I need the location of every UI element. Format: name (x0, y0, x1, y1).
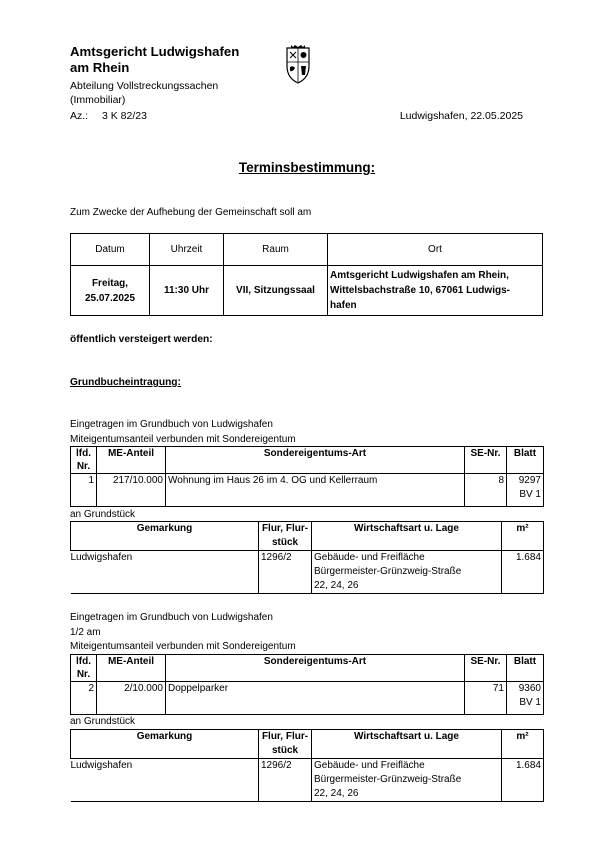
entry2-sondereigentum-table (70, 654, 544, 715)
se-header-art: Sondereigentums-Art (166, 655, 465, 682)
se-header-lfd-line2: Nr. (76, 461, 91, 472)
gs-header-row (71, 522, 544, 551)
gs-cell-wirtschaft-line2: Bürgermeister-Grünzweig-Straße (314, 774, 462, 785)
se-cell-se: 8 (465, 474, 507, 507)
se-header-lfd-line1: lfd. (76, 656, 91, 667)
se-header-blatt: Blatt (507, 447, 544, 474)
se-header-blatt: Blatt (507, 655, 544, 682)
se-cell-blatt-line2: BV 1 (519, 697, 541, 708)
datum-line2: 25.07.2025 (84, 292, 136, 304)
se-header-se: SE-Nr. (465, 447, 507, 474)
se-header-art: Sondereigentums-Art (166, 447, 465, 474)
se-cell-blatt-line1: 9297 (518, 475, 541, 486)
se-cell-se: 71 (465, 682, 507, 715)
entry1-an-grundstueck: an Grundstück (70, 509, 136, 520)
se-cell-art: Doppelparker (166, 682, 465, 715)
gs-header-flur-line2: stück (271, 745, 299, 756)
se-header-row (71, 655, 544, 682)
header-uhrzeit: Uhrzeit (150, 234, 224, 266)
se-cell-me: 2/10.000 (97, 682, 166, 715)
file-reference-value: 3 K 82/23 (102, 110, 147, 122)
table-row (71, 474, 544, 507)
ort-line2: Wittelsbachstraße 10, 67061 Ludwigs- (330, 285, 510, 296)
department-line1: Abteilung Vollstreckungssachen (70, 80, 219, 92)
se-header-me: ME-Anteil (97, 655, 166, 682)
se-cell-blatt (507, 682, 544, 715)
entry2-share: 1/2 am (70, 627, 101, 638)
cell-ort (328, 266, 543, 316)
department-line2: (Immobiliar) (70, 93, 126, 106)
gs-header-m2: m² (502, 730, 544, 759)
se-cell-blatt (507, 474, 544, 507)
gs-header-flur-line2: stück (271, 537, 299, 548)
se-header-lfd-line2: Nr. (76, 669, 91, 680)
gs-header-wirtschaft: Wirtschaftsart u. Lage (312, 522, 502, 551)
se-cell-art: Wohnung im Haus 26 im 4. OG und Kellerraum (166, 474, 465, 507)
court-name (70, 44, 239, 76)
gs-header-flur (259, 730, 312, 759)
appointment-header-row (71, 234, 543, 266)
intro-text: Zum Zwecke der Aufhebung der Gemeinschaft soll am (70, 207, 312, 218)
entry2-an-grundstueck: an Grundstück (70, 716, 136, 727)
court-name-line1: Amtsgericht Ludwigshafen (70, 44, 240, 59)
gs-cell-gemarkung: Ludwigshafen (71, 551, 259, 594)
se-cell-lfd: 1 (71, 474, 97, 507)
court-name-line2: am Rhein (70, 60, 130, 75)
datum-line1: Freitag, (91, 277, 129, 289)
se-header-row (71, 447, 544, 474)
gs-cell-m2: 1.684 (502, 551, 544, 594)
se-header-lfd-line1: lfd. (76, 448, 91, 459)
gs-cell-m2: 1.684 (502, 759, 544, 802)
se-header-lfd (71, 447, 97, 474)
entry2-line1: Eingetragen im Grundbuch von Ludwigshafen (70, 612, 273, 623)
entry1-line1: Eingetragen im Grundbuch von Ludwigshafen (70, 419, 273, 430)
gs-header-m2: m² (502, 522, 544, 551)
gs-header-flur-line1: Flur, Flur- (261, 731, 309, 742)
se-cell-lfd: 2 (71, 682, 97, 715)
gs-header-flur-line1: Flur, Flur- (261, 523, 309, 534)
cell-raum: VII, Sitzungssaal (224, 266, 328, 316)
auction-statement: öffentlich versteigert werden: (70, 334, 213, 345)
gs-cell-flur: 1296/2 (259, 759, 312, 802)
appointment-row (71, 266, 543, 316)
gs-cell-gemarkung: Ludwigshafen (71, 759, 259, 802)
entry2-line2: Miteigentumsanteil verbunden mit Sondereigentum (70, 641, 296, 652)
gs-cell-wirtschaft (312, 759, 502, 802)
cell-uhrzeit: 11:30 Uhr (150, 266, 224, 316)
header-datum: Datum (71, 234, 150, 266)
place-date: Ludwigshafen, 22.05.2025 (399, 110, 523, 122)
gs-cell-wirtschaft-line3: 22, 24, 26 (314, 580, 359, 591)
se-cell-blatt-line1: 9360 (518, 683, 541, 694)
entry1-grundstueck-table (70, 521, 544, 594)
se-cell-blatt-line2: BV 1 (519, 489, 541, 500)
gs-cell-wirtschaft-line3: 22, 24, 26 (314, 788, 359, 799)
appointment-table (70, 233, 543, 316)
gs-cell-flur: 1296/2 (259, 551, 312, 594)
table-row (71, 759, 544, 802)
cell-datum (71, 266, 150, 316)
se-header-se: SE-Nr. (465, 655, 507, 682)
gs-cell-wirtschaft-line2: Bürgermeister-Grünzweig-Straße (314, 566, 462, 577)
file-reference-label: Az.: (70, 110, 89, 122)
file-reference (70, 110, 147, 122)
se-header-lfd (71, 655, 97, 682)
gs-header-row (71, 730, 544, 759)
document-title: Terminsbestimmung: (238, 160, 376, 175)
table-row (71, 551, 544, 594)
department (70, 80, 218, 107)
table-row (71, 682, 544, 715)
se-cell-me: 217/10.000 (97, 474, 166, 507)
gs-cell-wirtschaft-line1: Gebäude- und Freifläche (314, 760, 425, 771)
gs-cell-wirtschaft-line1: Gebäude- und Freifläche (314, 552, 425, 563)
header-ort: Ort (328, 234, 543, 266)
entry1-sondereigentum-table (70, 446, 544, 507)
entry1-line2: Miteigentumsanteil verbunden mit Sondereigentum (70, 434, 296, 445)
gs-cell-wirtschaft (312, 551, 502, 594)
ort-line3: hafen (330, 300, 357, 311)
grundbuch-heading: Grundbucheintragung: (70, 377, 181, 388)
coat-of-arms-icon (281, 44, 315, 84)
gs-header-gemarkung: Gemarkung (71, 522, 259, 551)
gs-header-gemarkung: Gemarkung (71, 730, 259, 759)
header-raum: Raum (224, 234, 328, 266)
ort-line1: Amtsgericht Ludwigshafen am Rhein, (330, 270, 509, 281)
gs-header-flur (259, 522, 312, 551)
entry2-grundstueck-table (70, 729, 544, 802)
gs-header-wirtschaft: Wirtschaftsart u. Lage (312, 730, 502, 759)
se-header-me: ME-Anteil (97, 447, 166, 474)
